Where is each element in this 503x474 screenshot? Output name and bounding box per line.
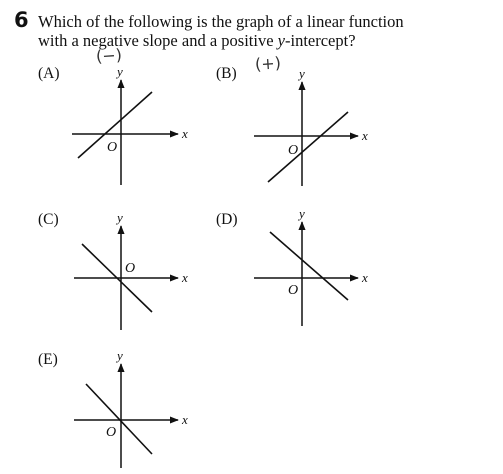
graph-a-origin-label: O: [107, 140, 118, 155]
graph-e-origin-label: O: [106, 425, 117, 440]
graph-a: [72, 64, 188, 185]
graph-c-y-label: y: [117, 210, 123, 225]
question-line-2-end: -intercept?: [284, 31, 356, 50]
graph-b-x-label: x: [362, 128, 368, 143]
option-e-label: (E): [38, 351, 58, 368]
graph-c-origin-label: O: [125, 261, 136, 276]
option-c-label: (C): [38, 211, 59, 228]
graph-e: [74, 348, 188, 468]
question-line-2-variable: y: [277, 31, 285, 50]
graph-d-origin-label: O: [288, 283, 299, 298]
graph-e-x-label: x: [182, 412, 188, 427]
graph-b-function-line: [268, 112, 348, 182]
graph-b: [254, 66, 368, 186]
graph-b-y-label: y: [299, 66, 305, 81]
question-number: 6: [14, 8, 29, 32]
graph-b-origin-label: O: [288, 143, 299, 158]
question-line-1: Which of the following is the graph of a linear function: [38, 12, 404, 31]
option-d-label: (D): [216, 211, 238, 228]
handwritten-positive-mark: (+): [254, 53, 282, 74]
graph-c-x-label: x: [182, 270, 188, 285]
option-b-label: (B): [216, 65, 237, 82]
graph-a-y-label: y: [117, 64, 123, 79]
graph-d-x-label: x: [362, 270, 368, 285]
option-a-label: (A): [38, 65, 60, 82]
graph-e-function-line: [86, 384, 152, 454]
graph-d-y-label: y: [299, 206, 305, 221]
graph-e-y-label: y: [117, 348, 123, 363]
graph-c: [74, 210, 188, 330]
graph-a-x-label: x: [182, 126, 188, 141]
handwritten-negative-mark: (−): [95, 45, 123, 66]
graph-d-function-line: [270, 232, 348, 300]
graph-d: [254, 206, 368, 326]
question-line-2-start: with a negative slope and a positive: [38, 31, 278, 50]
